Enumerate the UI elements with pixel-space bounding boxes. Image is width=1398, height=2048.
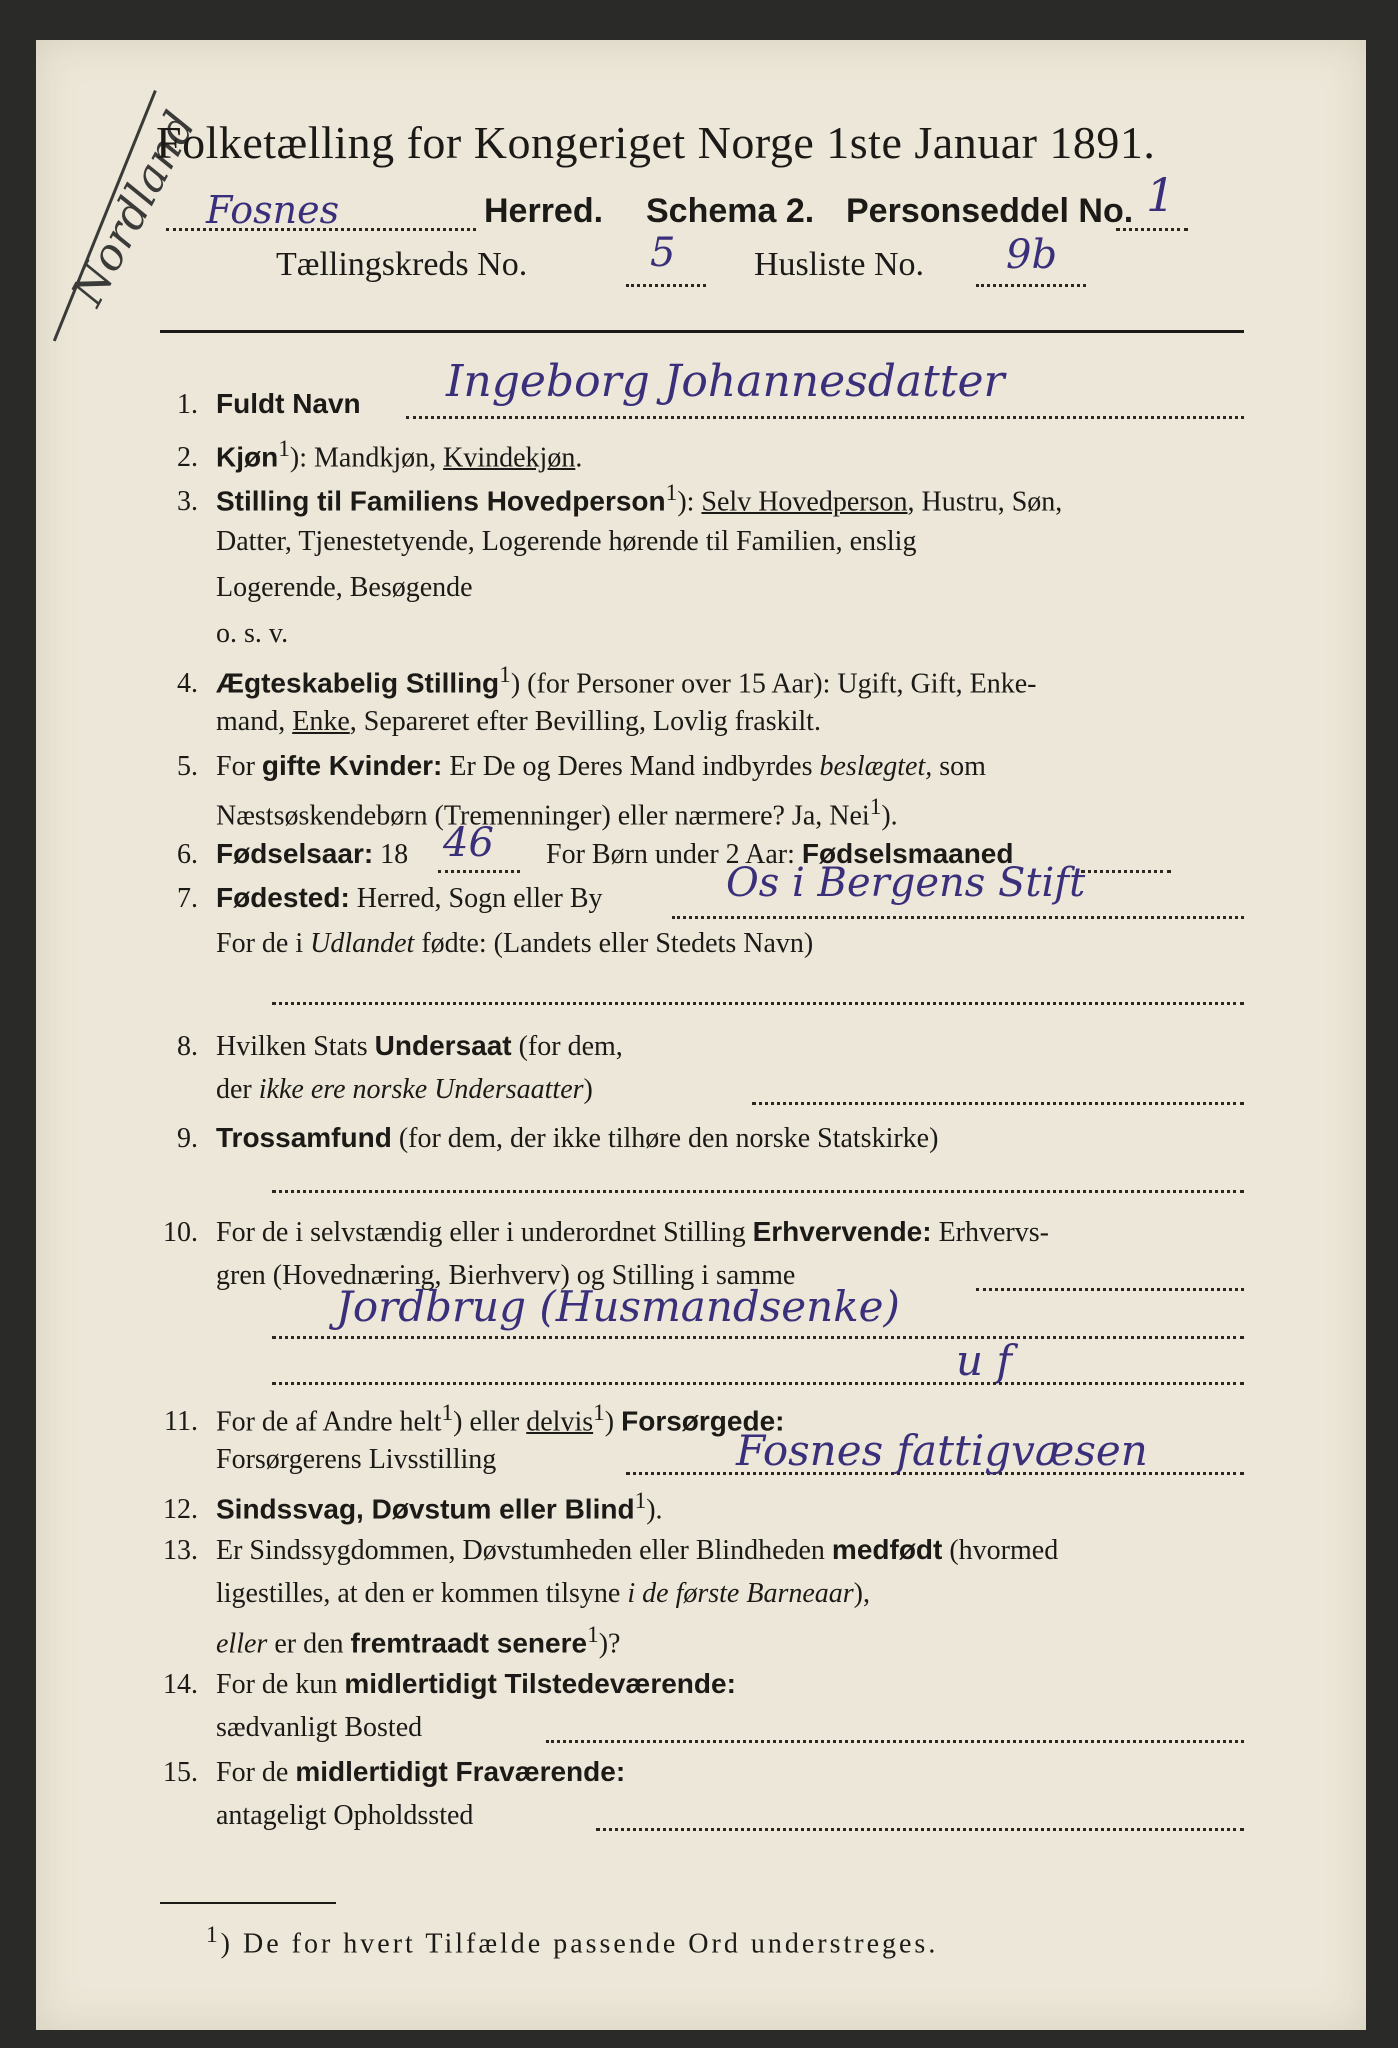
- q10-line1-rest: Erhvervs-: [931, 1217, 1049, 1248]
- q7-label: Fødested:: [216, 882, 350, 913]
- q6-month-dots: [1081, 870, 1171, 873]
- form-title: Folketælling for Kongeriget Norge 1ste Januar 1891.: [156, 117, 1156, 168]
- herred-row: [206, 188, 339, 232]
- q15-dots: [596, 1828, 1244, 1831]
- husliste-dots: [976, 284, 1086, 287]
- q8-dots: [752, 1102, 1244, 1105]
- erhverv-value: Jordbrug (Husmandsenke): [336, 1282, 900, 1331]
- q15-row: [136, 1756, 625, 1789]
- footnote-mark: 1: [206, 1922, 221, 1948]
- schema-label: Schema 2.: [646, 192, 815, 230]
- q15-label: midlertidigt Fraværende:: [295, 1756, 626, 1787]
- q4-line2: [216, 706, 821, 738]
- q4-line2-rest: , Separeret efter Bevilling, Lovlig fraskilt.: [349, 706, 821, 737]
- q7-dots: [672, 916, 1244, 919]
- q6-label: Fødselsaar:: [216, 838, 374, 869]
- personseddel-label: Personseddel No.: [846, 192, 1134, 230]
- q3-line3: Logerende, Besøgende: [216, 572, 473, 603]
- q13-line2-end: ),: [853, 1578, 870, 1609]
- q5-line1-end: som: [932, 751, 986, 782]
- q9-dots: [272, 1190, 1244, 1193]
- q13-line1-rest: (hvormed: [942, 1535, 1059, 1566]
- header-divider: [160, 330, 1244, 333]
- q6-prefix: 18: [373, 839, 409, 870]
- herred-dots: [166, 228, 476, 231]
- q2-number: 2.: [177, 442, 198, 474]
- q8-label: Undersaat: [374, 1030, 512, 1061]
- q10-dots-3: [272, 1382, 1244, 1385]
- q13-label3: fremtraadt senere: [350, 1627, 588, 1659]
- q13-line2: [216, 1578, 870, 1610]
- q2-row: [136, 436, 582, 474]
- q11-line1-mid: ) eller: [453, 1406, 527, 1438]
- personseddel-value: 1: [1146, 168, 1176, 222]
- q2-label: Kjøn: [216, 441, 279, 473]
- q13-label: medfødt: [831, 1534, 943, 1565]
- q8-line2-pre: der: [216, 1074, 259, 1105]
- q8-line1-pre: Hvilken Stats: [216, 1031, 375, 1062]
- q3-line2: Datter, Tjenestetyende, Logerende hørende til Familien, enslig: [216, 526, 917, 557]
- fodested-value: Os i Bergens Stift: [726, 860, 1086, 906]
- q7-line2-pre: For de i: [216, 928, 311, 959]
- q10-dots-1: [976, 1288, 1244, 1291]
- q4-enke: Enke: [292, 706, 350, 737]
- herred-label: Herred.: [484, 192, 604, 230]
- q1-label: Fuldt Navn: [216, 388, 361, 419]
- q4-row: [136, 662, 1036, 700]
- personseddel-dots: [1116, 228, 1188, 231]
- q13-row: [136, 1534, 1058, 1567]
- q3-row: [136, 480, 1062, 518]
- taellingskreds-dots: [626, 284, 706, 287]
- q3-number: 3.: [177, 486, 198, 518]
- fuldt-navn-value: Ingeborg Johannesdatter: [446, 356, 1005, 407]
- q8-row: [136, 1030, 623, 1063]
- q13-line1-pre: Er Sindssygdommen, Døvstumheden eller Blindheden: [216, 1535, 832, 1566]
- q4-number: 4.: [177, 668, 198, 700]
- q8-number: 8.: [177, 1031, 198, 1062]
- q4-line1: ) (for Personer over 15 Aar): Ugift, Gift, Enke-: [510, 668, 1037, 700]
- q13-line2-pre: ligestilles, at den er kommen tilsyne: [216, 1578, 628, 1609]
- q11-line1-sep: ): [604, 1406, 622, 1438]
- q13-line3: [216, 1622, 621, 1660]
- q3-selv-hovedperson: Selv Hovedperson: [701, 486, 908, 518]
- q15-line1-pre: For de: [216, 1757, 296, 1788]
- q4-line2-pre: mand,: [216, 706, 293, 737]
- q11-footnote-mark-2: 1: [593, 1400, 605, 1426]
- q12-footnote-mark: 1: [634, 1488, 647, 1514]
- q7-line2-rest: fødte: (Landets eller Stedets Navn): [414, 928, 814, 959]
- q11-label: Forsørgede:: [621, 1405, 785, 1437]
- q14-label: midlertidigt Tilstedeværende:: [344, 1668, 736, 1699]
- q14-line1-pre: For de kun: [216, 1669, 345, 1700]
- q10-dots-2: [272, 1336, 1244, 1339]
- q13-line3-end: )?: [598, 1628, 621, 1660]
- q11-delvis: delvis: [526, 1406, 594, 1438]
- q3-line4: o. s. v.: [216, 618, 289, 649]
- q8-line1-rest: (for dem,: [511, 1031, 623, 1062]
- herred-value: Fosnes: [206, 188, 340, 232]
- q14-row: [136, 1668, 736, 1701]
- q9-number: 9.: [177, 1123, 198, 1154]
- q5-row: [136, 750, 986, 783]
- q6-year-dots: [438, 870, 520, 873]
- q8-line2-end: ): [583, 1074, 593, 1105]
- q11-number: 11.: [164, 1406, 198, 1438]
- q10-row: [136, 1216, 1049, 1249]
- q13-footnote-mark: 1: [587, 1622, 599, 1648]
- q5-label: gifte Kvinder:: [261, 750, 443, 781]
- q6-mid: For Børn under 2 Aar:: [546, 839, 802, 870]
- q7-udlandet: Udlandet: [310, 928, 415, 959]
- q15-line2: antageligt Opholdssted: [216, 1800, 474, 1831]
- q2-footnote-mark: 1: [278, 436, 290, 462]
- q7-row: [136, 882, 603, 915]
- q5-line2-text: Næstsøskendebørn (Tremenninger) eller nærmere? Ja, Nei: [216, 800, 870, 832]
- q3-line1-rest: , Hustru, Søn,: [907, 486, 1063, 518]
- q5-footnote-mark: 1: [869, 794, 882, 820]
- census-form-sheet: [36, 40, 1366, 2030]
- q12-label: Sindssvag, Døvstum eller Blind: [216, 1493, 635, 1525]
- q11-line2: Forsørgerens Livsstilling: [216, 1444, 497, 1475]
- taellingskreds-value: 5: [650, 230, 676, 276]
- q13-number: 13.: [163, 1535, 198, 1566]
- q13-barneaar: i de første Barneaar: [627, 1578, 854, 1609]
- q6-row: [136, 838, 408, 871]
- erhverv-note: u f: [956, 1336, 1012, 1385]
- q15-number: 15.: [163, 1757, 198, 1788]
- q5-line2: [216, 794, 898, 832]
- q11-footnote-mark-1: 1: [441, 1400, 454, 1426]
- q14-line2: sædvanligt Bosted: [216, 1712, 423, 1743]
- q7-number: 7.: [177, 883, 198, 914]
- q10-line2: gren (Hovednæring, Bierhverv) og Stilling i samme: [216, 1260, 796, 1291]
- q9-label: Trossamfund: [216, 1122, 392, 1153]
- q10-number: 10.: [163, 1217, 198, 1248]
- footnote-rule: [160, 1902, 336, 1904]
- q5-line1: Er De og Deres Mand indbyrdes: [442, 751, 820, 782]
- q9-line1: (for dem, der ikke tilhøre den norske Statskirke): [391, 1123, 939, 1154]
- footnote-text: ) De for hvert Tilfælde passende Ord understreges.: [220, 1928, 939, 1960]
- q2-text-mandkjon: ): Mandkjøn,: [289, 442, 444, 474]
- q6-number: 6.: [177, 839, 198, 870]
- margin-note-nordland: Nordland: [62, 103, 207, 314]
- q13-line3-mid: er den: [267, 1628, 351, 1660]
- footnote: [206, 1922, 938, 1960]
- q10-label: Erhvervende:: [752, 1216, 932, 1247]
- q4-label: Ægteskabelig Stilling: [216, 667, 500, 699]
- q3-label: Stilling til Familiens Hovedperson: [216, 485, 666, 517]
- q5-pre: For: [216, 751, 262, 782]
- q6-label2: Fødselsmaaned: [801, 838, 1014, 869]
- husliste-label: Husliste No.: [754, 246, 924, 283]
- q14-number: 14.: [163, 1669, 198, 1700]
- q12-end: ).: [646, 1494, 663, 1526]
- q5-number: 5.: [177, 751, 198, 782]
- q1-row: [136, 388, 361, 421]
- q12-row: [136, 1488, 663, 1526]
- q9-row: [136, 1122, 938, 1155]
- q8-line2: [216, 1074, 593, 1106]
- fodselsaar-value: 46: [443, 820, 494, 866]
- q2-text-kvindekjon: Kvindekjøn: [443, 442, 576, 474]
- q10-line1-pre: For de i selvstændig eller i underordnet Stilling: [216, 1217, 753, 1248]
- q3-footnote-mark: 1: [665, 480, 678, 506]
- q7-line1: Herred, Sogn eller By: [349, 883, 603, 914]
- q8-ikke-norske: ikke ere norske Undersaatter: [258, 1074, 584, 1105]
- q1-dots: [406, 416, 1244, 419]
- forsorger-value: Fosnes fattigvæsen: [736, 1426, 1148, 1475]
- q11-row: [136, 1400, 784, 1438]
- q5-line2-end: ).: [881, 800, 898, 832]
- q12-number: 12.: [163, 1494, 198, 1526]
- q7-dots-2: [272, 1002, 1244, 1005]
- q3-line1-pre: ):: [677, 486, 702, 518]
- q14-dots: [546, 1740, 1244, 1743]
- q1-number: 1.: [177, 389, 198, 420]
- husliste-value: 9b: [1006, 232, 1058, 278]
- q5-beslaegtet: beslægtet,: [819, 751, 933, 782]
- taellingskreds-label: Tællingskreds No.: [276, 246, 528, 283]
- q4-footnote-mark: 1: [499, 662, 511, 688]
- q13-eller: eller: [216, 1628, 268, 1660]
- q2-text-end: .: [575, 442, 583, 474]
- q11-line1-pre: For de af Andre helt: [216, 1406, 442, 1438]
- q7-line2: [216, 928, 813, 960]
